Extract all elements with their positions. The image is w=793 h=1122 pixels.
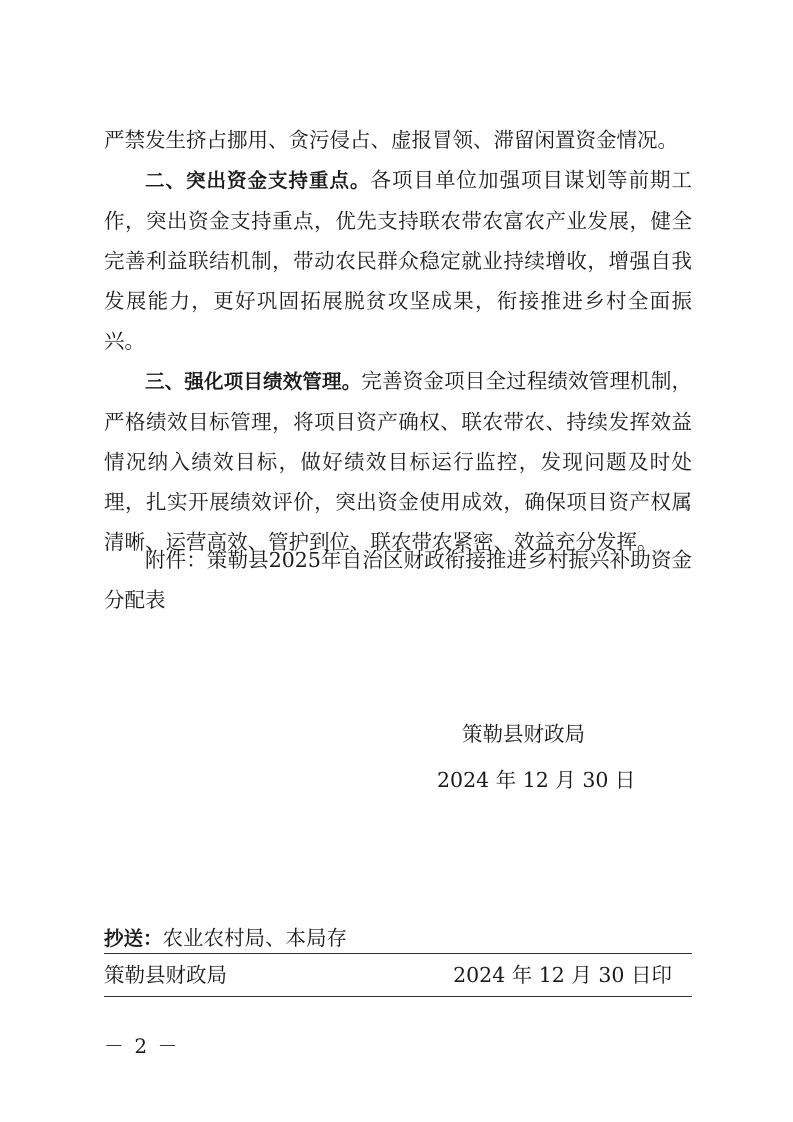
section-2-paragraph <box>104 160 692 361</box>
print-date: 2024 年 12 月 30 日印 <box>453 963 672 987</box>
section-2-heading: 二、突出资金支持重点。 <box>145 169 371 192</box>
section-2-text: 各项目单位加强项目谋划等前期工作，突出资金支持重点，优先支持联农带农富农产业发展，健全完善利益联结机制，带动农民群众稳定就业持续增收，增强自我发展能力，更好巩固拓展脱贫攻坚成果，衔接推进乡村全面振兴。 <box>104 168 692 353</box>
section-3-paragraph <box>104 361 692 562</box>
page-number: － 2 － <box>104 1034 180 1058</box>
section-3-heading: 三、强化项目绩效管理。 <box>145 370 362 393</box>
signature-date: 2024 年 12 月 30 日 <box>437 768 636 792</box>
attachment-note: 附件：策勒县2025年自治区财政衔接推进乡村振兴补助资金分配表 <box>104 548 692 612</box>
cc-label: 抄送： <box>104 927 163 950</box>
document-body <box>104 120 692 562</box>
paragraph-continuation: 严禁发生挤占挪用、贪污侵占、虚报冒领、滞留闲置资金情况。 <box>104 128 678 152</box>
print-organization: 策勒县财政局 <box>104 963 227 987</box>
section-3-text: 完善资金项目全过程绩效管理机制，严格绩效目标管理，将项目资产确权、联农带农、持续发挥效益情况纳入绩效目标，做好绩效目标运行监控，发现问题及时处理，扎实开展绩效评价，突出资金使用成效，确保项目资产权属清晰、运营高效、管护到位、联农带农紧密、效益充分发挥。 <box>104 369 692 554</box>
cc-recipients: 农业农村局、本局存 <box>162 926 348 950</box>
divider-top <box>104 953 692 954</box>
signature-organization: 策勒县财政局 <box>462 722 585 746</box>
divider-bottom <box>104 996 692 997</box>
